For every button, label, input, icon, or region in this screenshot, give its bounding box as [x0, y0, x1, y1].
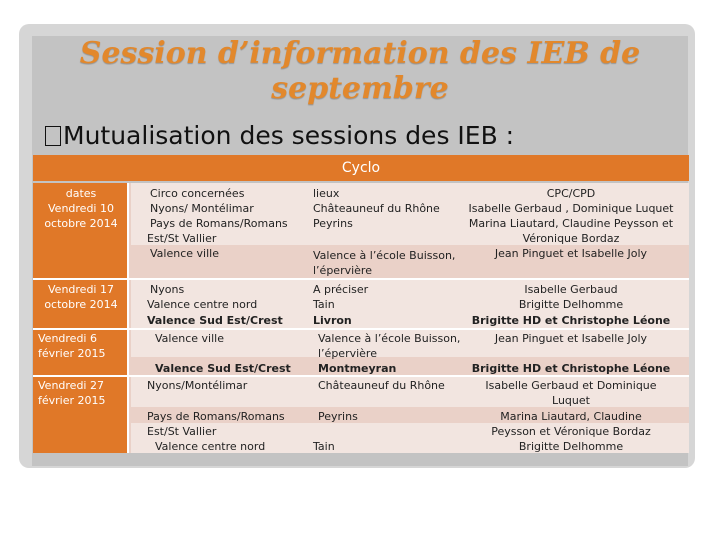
slide-title	[32, 36, 688, 106]
row-date: février 2015	[38, 394, 106, 407]
lieux-cell: Tain	[313, 298, 335, 311]
circo-cell: Valence Sud Est/Crest	[147, 314, 283, 327]
column-header-lieux: lieux	[313, 187, 340, 200]
cpc-cell: Luquet	[552, 394, 590, 407]
lieux-cell: Livron	[313, 314, 352, 327]
cpc-cell: Isabelle Gerbaud , Dominique Luquet	[468, 202, 674, 215]
circo-cell: Nyons/ Montélimar	[150, 202, 254, 215]
lieux-cell: Montmeyran	[318, 362, 397, 375]
table-header: Cyclo	[33, 155, 689, 181]
column-header-dates: dates	[65, 187, 97, 200]
circo-cell: Nyons/Montélimar	[147, 379, 248, 392]
title-line-1: Session d’information des IEB de	[79, 36, 641, 71]
row-date: octobre 2014	[44, 298, 118, 311]
circo-cell: Nyons	[150, 283, 185, 296]
row-date: Vendredi 17	[48, 283, 114, 296]
cpc-cell: Marina Liautard, Claudine Peysson et	[468, 217, 674, 230]
circo-cell: Valence ville	[150, 247, 219, 260]
lieux-cell: Châteauneuf du Rhône	[313, 202, 440, 215]
lieux-cell: l’épervière	[313, 264, 372, 277]
cpc-cell: Véronique Bordaz	[522, 232, 620, 245]
circo-cell: Pays de Romans/Romans	[150, 217, 288, 230]
cpc-cell: Jean Pinguet et Isabelle Joly	[494, 332, 648, 345]
lieux-cell: Valence à l’école Buisson,	[318, 332, 461, 345]
circo-cell: Valence Sud Est/Crest	[155, 362, 291, 375]
row-divider	[33, 328, 689, 330]
cpc-cell: Isabelle Gerbaud et Dominique	[485, 379, 657, 392]
lieux-cell: Châteauneuf du Rhône	[318, 379, 445, 392]
lieux-cell: Peyrins	[318, 410, 358, 423]
cpc-cell: Peysson et Véronique Bordaz	[491, 425, 651, 438]
lieux-cell: A préciser	[313, 283, 369, 296]
circo-cell: Est/St Vallier	[147, 232, 217, 245]
title-line-2: septembre	[271, 71, 449, 106]
row-date: Vendredi 10	[48, 202, 114, 215]
cpc-cell: Jean Pinguet et Isabelle Joly	[494, 247, 648, 260]
cpc-cell: Brigitte HD et Christophe Léone	[471, 314, 671, 327]
cpc-cell: Marina Liautard, Claudine	[500, 410, 642, 423]
lieux-cell: Valence à l’école Buisson,	[313, 249, 456, 262]
lieux-cell: l’épervière	[318, 347, 377, 360]
checkbox-bullet-icon	[45, 126, 61, 146]
row-date: octobre 2014	[44, 217, 118, 230]
circo-cell: Pays de Romans/Romans	[147, 410, 285, 423]
circo-cell: Valence ville	[155, 332, 224, 345]
lieux-cell: Peyrins	[313, 217, 353, 230]
column-header-circo: Circo concernées	[150, 187, 245, 200]
row-date: février 2015	[38, 347, 106, 360]
circo-cell: Est/St Vallier	[147, 425, 217, 438]
cpc-cell: Brigitte HD et Christophe Léone	[471, 362, 671, 375]
circo-cell: Valence centre nord	[155, 440, 266, 453]
cpc-cell: Isabelle Gerbaud	[524, 283, 618, 296]
lieux-cell: Tain	[313, 440, 335, 453]
row-divider	[33, 278, 689, 280]
column-header-cpc: CPC/CPD	[546, 187, 596, 200]
row-date: Vendredi 6	[38, 332, 97, 345]
cpc-cell: Brigitte Delhomme	[518, 298, 624, 311]
circo-cell: Valence centre nord	[147, 298, 258, 311]
row-date: Vendredi 27	[38, 379, 104, 392]
cpc-cell: Brigitte Delhomme	[518, 440, 624, 453]
bullet-point	[45, 121, 514, 151]
bullet-text: Mutualisation des sessions des IEB :	[63, 121, 515, 150]
